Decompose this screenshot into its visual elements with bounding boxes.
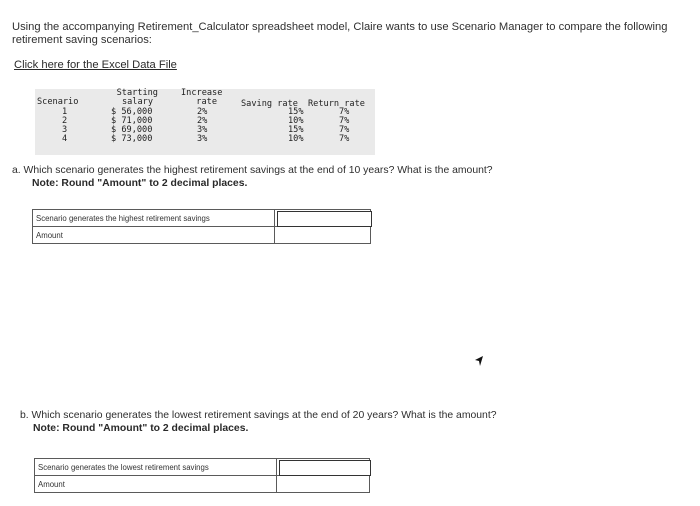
cell-scenario: 1 — [62, 107, 68, 117]
cell-saving: 15% — [288, 107, 304, 117]
highest-scenario-input[interactable] — [277, 211, 372, 227]
intro-line-2: retirement saving scenarios: — [12, 34, 152, 46]
header-salary-line2: salary — [121, 97, 153, 107]
cell-increase: 2% — [197, 116, 208, 126]
mouse-pointer-icon — [474, 355, 484, 367]
cell-salary: $ 71,000 — [111, 116, 153, 126]
amount-label: Amount — [38, 480, 65, 489]
question-b-note: Note: Round "Amount" to 2 decimal places. — [33, 422, 249, 434]
cell-salary: $ 69,000 — [111, 125, 153, 135]
cell-saving: 15% — [288, 125, 304, 135]
answer-a-col-divider — [274, 210, 275, 243]
cell-return: 7% — [339, 107, 350, 117]
cell-increase: 3% — [197, 125, 208, 135]
cell-return: 7% — [339, 125, 350, 135]
question-b-text: b. Which scenario generates the lowest retirement savings at the end of 20 years? What is the amount? — [20, 410, 497, 421]
question-a-text: a. Which scenario generates the highest retirement savings at the end of 10 years? What is the amount? — [12, 165, 493, 176]
amount-label: Amount — [36, 231, 63, 240]
lowest-scenario-label: Scenario generates the lowest retirement savings — [38, 463, 209, 472]
question-a — [12, 165, 493, 190]
intro-line-1: Using the accompanying Retirement_Calculator spreadsheet model, Claire wants to use Scenario Manager to compare the following — [12, 21, 668, 33]
header-increase-line1: Increase — [181, 88, 223, 98]
highest-amount-input[interactable] — [277, 228, 370, 242]
answer-table-a — [32, 209, 371, 244]
cell-increase: 2% — [197, 107, 208, 117]
intro-text — [12, 21, 692, 47]
answer-b-col-divider — [276, 459, 277, 492]
question-b — [20, 410, 497, 435]
cell-return: 7% — [339, 134, 350, 144]
cell-scenario: 2 — [62, 116, 68, 126]
header-salary-line1: Starting — [116, 88, 158, 98]
excel-data-file-link[interactable]: Click here for the Excel Data File — [14, 59, 177, 71]
cell-saving: 10% — [288, 134, 304, 144]
lowest-amount-input[interactable] — [279, 477, 369, 491]
header-return-rate: Return rate — [308, 99, 365, 109]
header-increase-line2: rate — [196, 97, 217, 107]
cell-increase: 3% — [197, 134, 208, 144]
cell-salary: $ 73,000 — [111, 134, 153, 144]
cell-salary: $ 56,000 — [111, 107, 153, 117]
cell-scenario: 3 — [62, 125, 68, 135]
scenario-table — [35, 89, 375, 155]
cell-return: 7% — [339, 116, 350, 126]
header-scenario: Scenario — [37, 97, 79, 107]
header-saving-rate: Saving rate — [241, 99, 298, 109]
highest-scenario-label: Scenario generates the highest retirement savings — [36, 214, 210, 223]
lowest-scenario-input[interactable] — [279, 460, 371, 476]
cell-saving: 10% — [288, 116, 304, 126]
cell-scenario: 4 — [62, 134, 68, 144]
answer-table-b — [34, 458, 370, 493]
question-a-note: Note: Round "Amount" to 2 decimal places. — [32, 177, 248, 189]
